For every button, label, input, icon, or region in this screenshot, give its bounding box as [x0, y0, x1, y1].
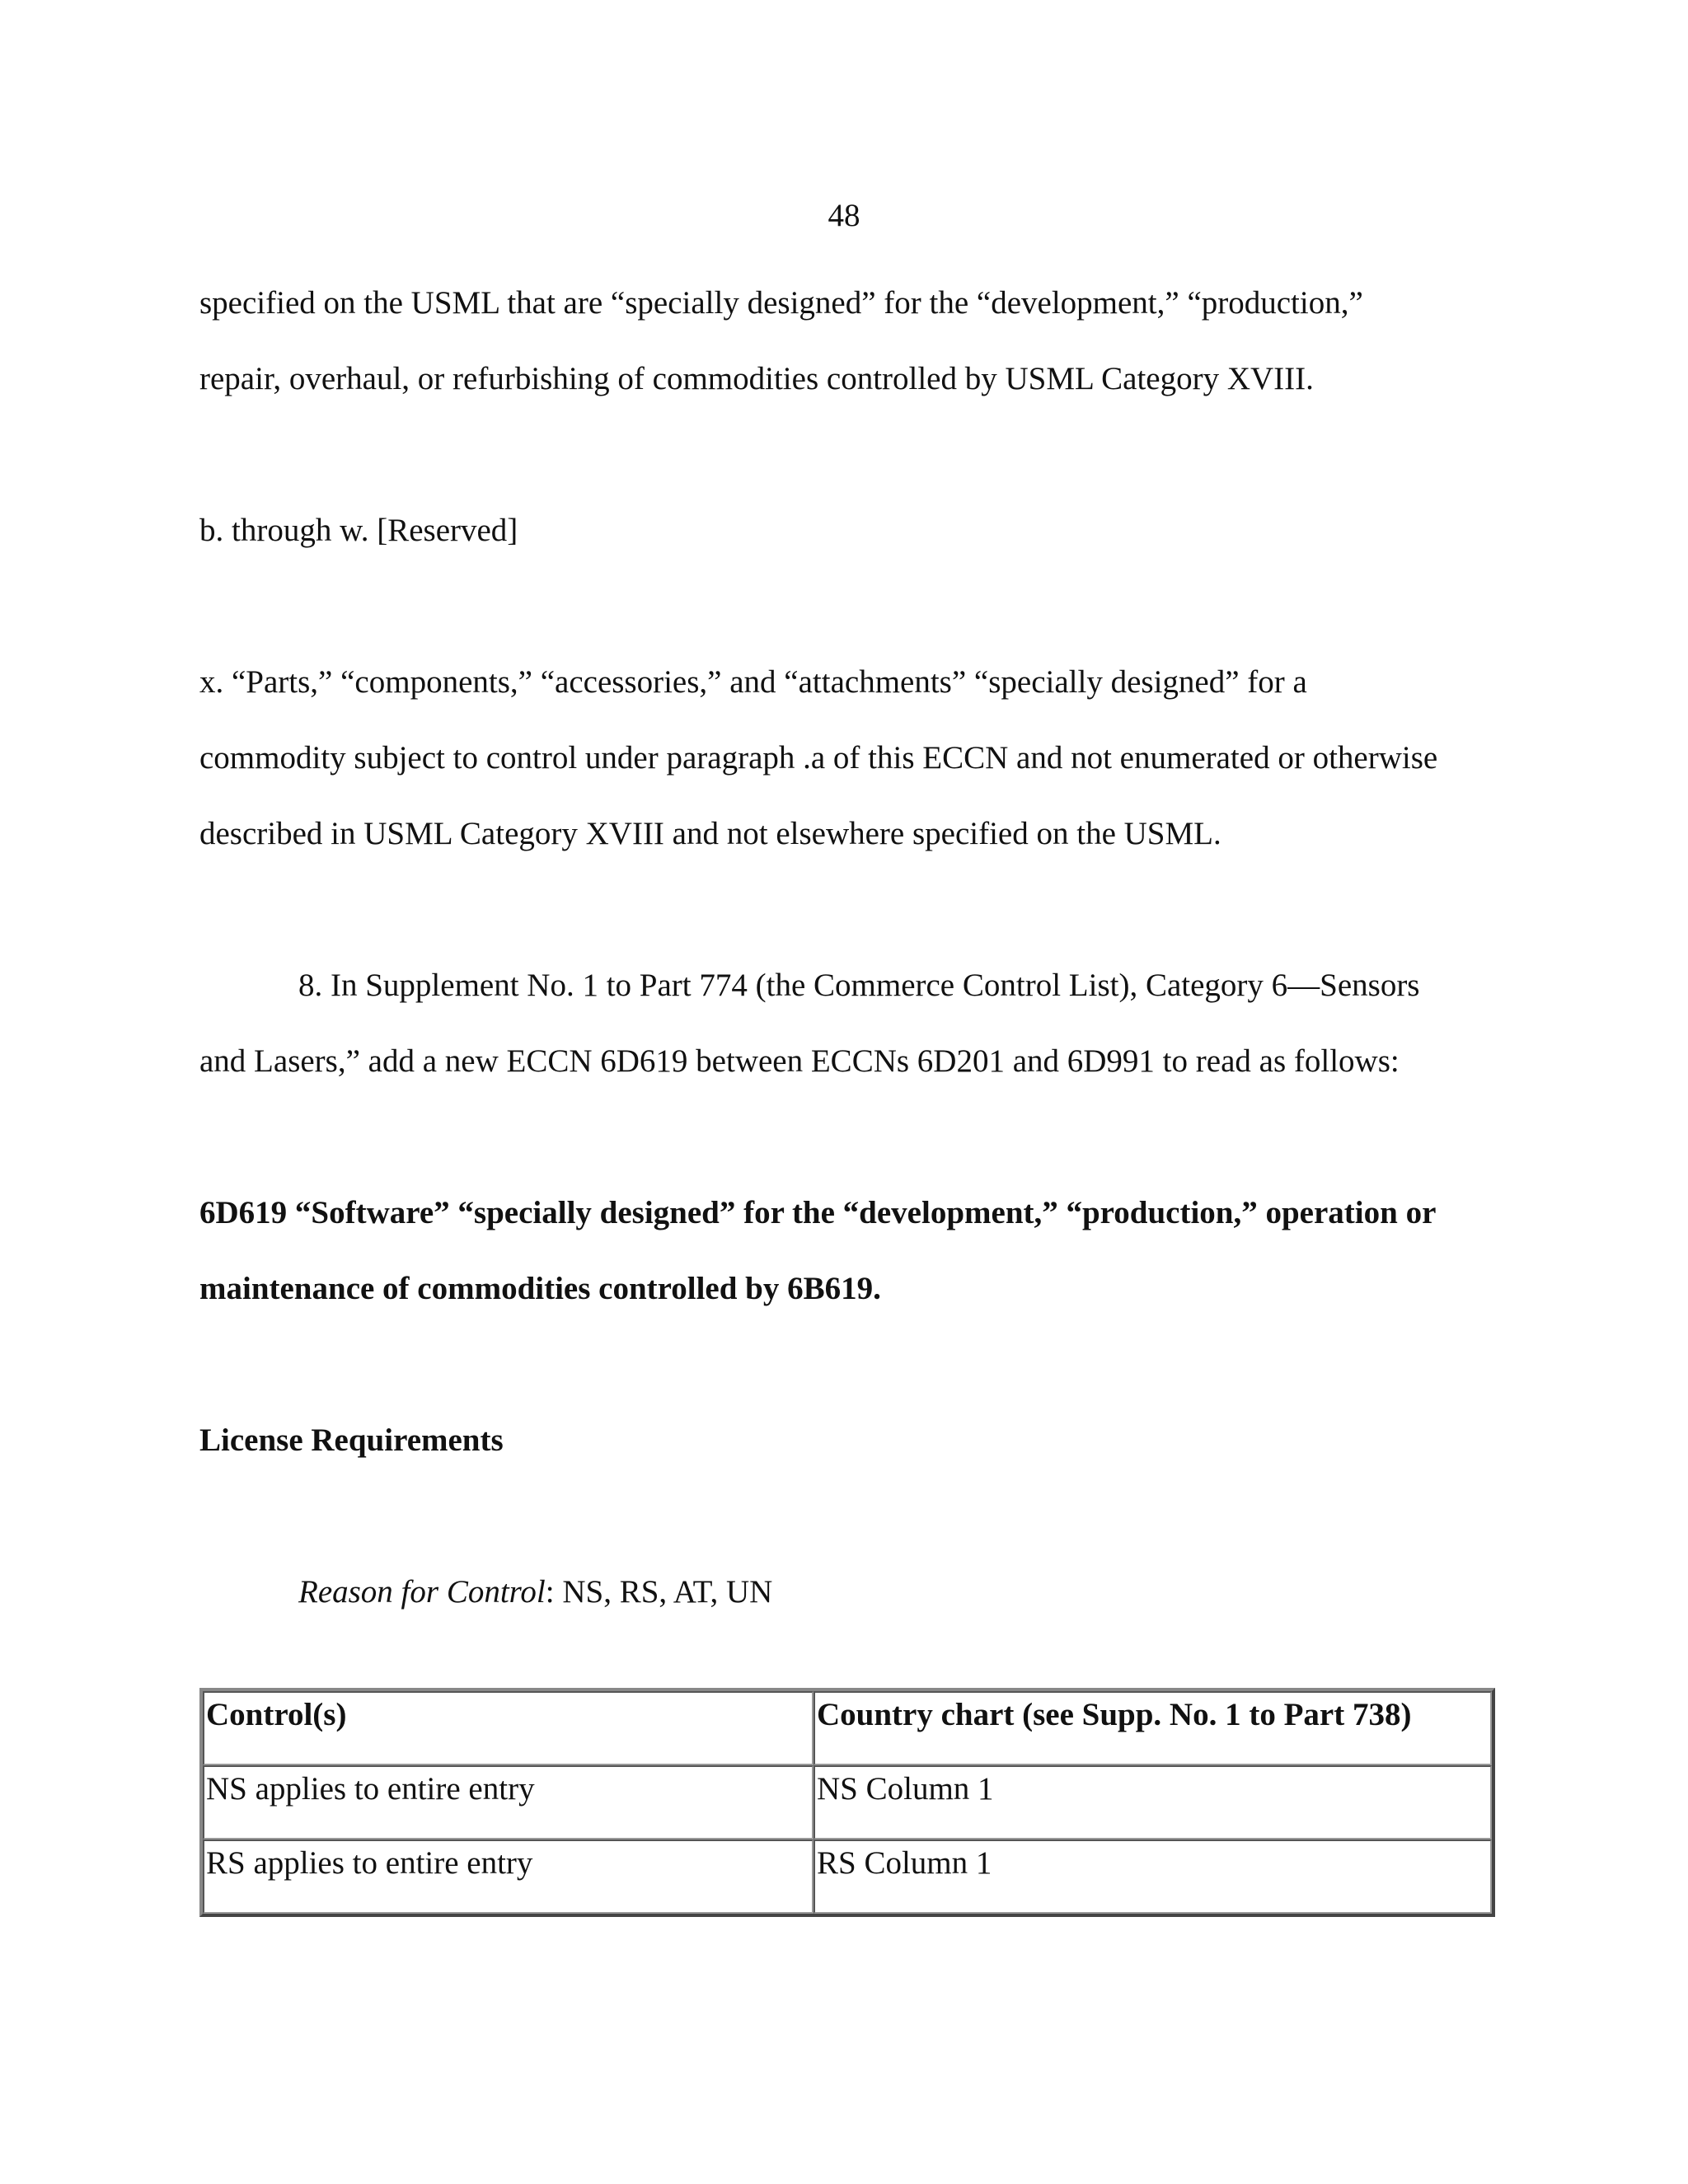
table-row	[203, 1840, 1492, 1914]
table-cell: NS applies to entire entry	[203, 1765, 814, 1840]
table-header-cell: Country chart (see Supp. No. 1 to Part 738)	[814, 1691, 1492, 1765]
table-cell: RS Column 1	[814, 1840, 1492, 1914]
table-cell: RS applies to entire entry	[203, 1840, 814, 1914]
paragraph-line: commodity subject to control under paragraph .a of this ECCN and not enumerated or otherwise	[199, 740, 1438, 776]
reserved-paragraph: b. through w. [Reserved]	[199, 513, 518, 548]
reason-value: : NS, RS, AT, UN	[545, 1574, 773, 1610]
amendment-instruction-line: and Lasers,” add a new ECCN 6D619 between ECCNs 6D201 and 6D991 to read as follows:	[199, 1043, 1400, 1079]
table-header-row	[203, 1691, 1492, 1765]
amendment-instruction-line: 8. In Supplement No. 1 to Part 774 (the Commerce Control List), Category 6—Sensors	[298, 968, 1420, 1003]
eccn-heading-line: 6D619 “Software” “specially designed” for the “development,” “production,” operation or	[199, 1195, 1437, 1230]
paragraph-line: described in USML Category XVIII and not elsewhere specified on the USML.	[199, 816, 1221, 851]
eccn-heading-line: maintenance of commodities controlled by 6B619.	[199, 1271, 881, 1306]
reason-for-control	[199, 1554, 1502, 1630]
table-row	[203, 1765, 1492, 1840]
control-table	[199, 1688, 1495, 1917]
paragraph-line: repair, overhaul, or refurbishing of commodities controlled by USML Category XVIII.	[199, 361, 1314, 396]
reason-label: Reason for Control	[298, 1574, 546, 1610]
page-number: 48	[828, 198, 860, 233]
paragraph-line: x. “Parts,” “components,” “accessories,” and “attachments” “specially designed” for a	[199, 664, 1307, 700]
paragraph-line: specified on the USML that are “specially designed” for the “development,” “production,”	[199, 285, 1363, 321]
page-content	[199, 265, 1502, 1917]
table-header-cell: Control(s)	[203, 1691, 814, 1765]
section-heading: License Requirements	[199, 1422, 504, 1458]
table-cell: NS Column 1	[814, 1765, 1492, 1840]
